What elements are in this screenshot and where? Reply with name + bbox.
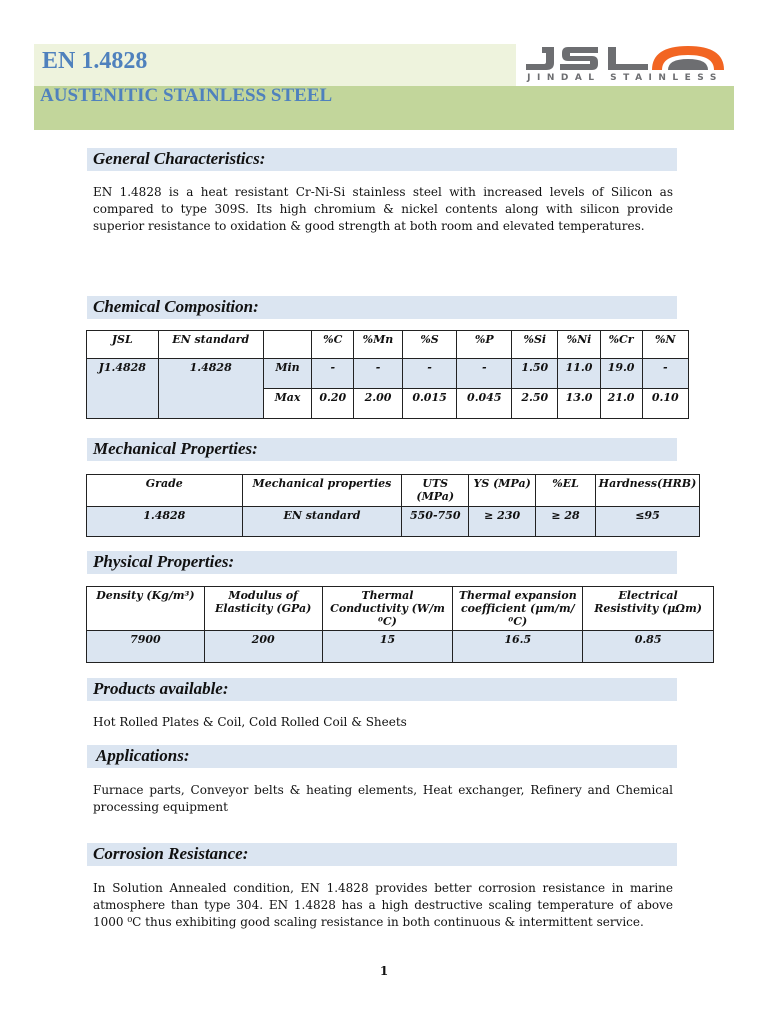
table-cell: - (457, 359, 512, 389)
table-cell: 19.0 (600, 359, 642, 389)
table-cell: - (312, 359, 354, 389)
corrosion-text: In Solution Annealed condition, EN 1.4828 provides better corrosion resistance in marine atmosphere than type 304. EN 1.4828 has a high destructive scaling temperature of above 1000 ⁰C thus exhibiting good scaling resistance in both continuous & intermittent service. (93, 881, 673, 929)
table-cell: 0.045 (457, 389, 512, 419)
table-header: Density (Kg/m³) (87, 587, 205, 631)
table-header: Mechanical properties (242, 475, 402, 507)
products-section-header (87, 678, 677, 701)
table-cell: 15 (322, 631, 453, 663)
physical-data-row (87, 631, 714, 663)
products-text: Hot Rolled Plates & Coil, Cold Rolled Coil & Sheets (93, 715, 407, 729)
applications-text: Furnace parts, Conveyor belts & heating elements, Heat exchanger, Refinery and Chemical processing equipment (93, 783, 673, 814)
table-header: Modulus of Elasticity (GPa) (204, 587, 322, 631)
physical-header-row (87, 587, 714, 631)
table-cell: 1.4828 (158, 359, 263, 419)
table-cell: 0.015 (402, 389, 457, 419)
table-header: JSL (87, 331, 159, 359)
mechanical-header-row (87, 475, 700, 507)
table-cell: 2.00 (354, 389, 402, 419)
table-cell: 550-750 (402, 507, 469, 537)
table-cell: Max (263, 389, 311, 419)
table-header: Electrical Resistivity (μΩm) (583, 587, 714, 631)
page-number: 1 (379, 964, 389, 978)
table-header: EN standard (158, 331, 263, 359)
corrosion-section-header (87, 843, 677, 866)
table-cell: EN standard (242, 507, 402, 537)
table-header: %Si (512, 331, 558, 359)
general-section-header (87, 148, 677, 171)
table-header: %C (312, 331, 354, 359)
table-header: %Cr (600, 331, 642, 359)
table-header: %Mn (354, 331, 402, 359)
applications-title: Applications: (96, 746, 190, 765)
chemical-title: Chemical Composition: (93, 297, 259, 316)
table-header: Hardness(HRB) (595, 475, 699, 507)
physical-table (86, 586, 714, 663)
chemical-section-header (87, 296, 677, 319)
table-cell: 11.0 (558, 359, 600, 389)
jindal-logo (516, 44, 734, 86)
table-cell: 13.0 (558, 389, 600, 419)
chemical-table (86, 330, 689, 419)
table-cell: 2.50 (512, 389, 558, 419)
table-cell: 0.85 (583, 631, 714, 663)
table-cell: J1.4828 (87, 359, 159, 419)
products-title: Products available: (93, 679, 229, 698)
table-header: Thermal Conductivity (W/m ⁰C) (322, 587, 453, 631)
table-header: UTS (MPa) (402, 475, 469, 507)
mechanical-table (86, 474, 700, 537)
mechanical-data-row (87, 507, 700, 537)
table-cell: 7900 (87, 631, 205, 663)
table-header: %N (642, 331, 688, 359)
document-subtitle: AUSTENITIC STAINLESS STEEL (40, 85, 333, 106)
physical-section-header (87, 551, 677, 574)
table-cell: 1.4828 (87, 507, 243, 537)
table-header: %S (402, 331, 457, 359)
logo-subtext: JINDAL STAINLESS (527, 73, 723, 83)
table-header: %Ni (558, 331, 600, 359)
table-cell: 21.0 (600, 389, 642, 419)
table-cell: 16.5 (453, 631, 583, 663)
general-text: EN 1.4828 is a heat resistant Cr-Ni-Si stainless steel with increased levels of Silicon as compared to type 309S. Its high chromium & nickel contents along with silicon provide superior resistance to oxidation & good strength at both room and elevated temperatures. (93, 185, 673, 233)
table-header: Thermal expansion coefficient (μm/m/ ⁰C) (453, 587, 583, 631)
mechanical-section-header (87, 438, 677, 461)
table-cell: - (354, 359, 402, 389)
chemical-header-row (87, 331, 689, 359)
jsl-logo-icon (520, 44, 730, 72)
chemical-min-row (87, 359, 689, 389)
corrosion-title: Corrosion Resistance: (93, 844, 249, 863)
table-header: %P (457, 331, 512, 359)
table-header: YS (MPa) (469, 475, 536, 507)
table-header: Grade (87, 475, 243, 507)
table-cell: Min (263, 359, 311, 389)
table-cell: ≥ 28 (536, 507, 596, 537)
table-cell: - (402, 359, 457, 389)
table-header: %EL (536, 475, 596, 507)
table-cell: 200 (204, 631, 322, 663)
document-title: EN 1.4828 (42, 48, 148, 74)
physical-title: Physical Properties: (93, 552, 235, 571)
table-cell: 1.50 (512, 359, 558, 389)
table-cell: ≤95 (595, 507, 699, 537)
table-cell: ≥ 230 (469, 507, 536, 537)
table-header (263, 331, 311, 359)
applications-section-header (87, 745, 677, 768)
table-cell: 0.20 (312, 389, 354, 419)
table-cell: 0.10 (642, 389, 688, 419)
table-cell: - (642, 359, 688, 389)
general-title: General Characteristics: (93, 149, 266, 168)
mechanical-title: Mechanical Properties: (93, 439, 258, 458)
